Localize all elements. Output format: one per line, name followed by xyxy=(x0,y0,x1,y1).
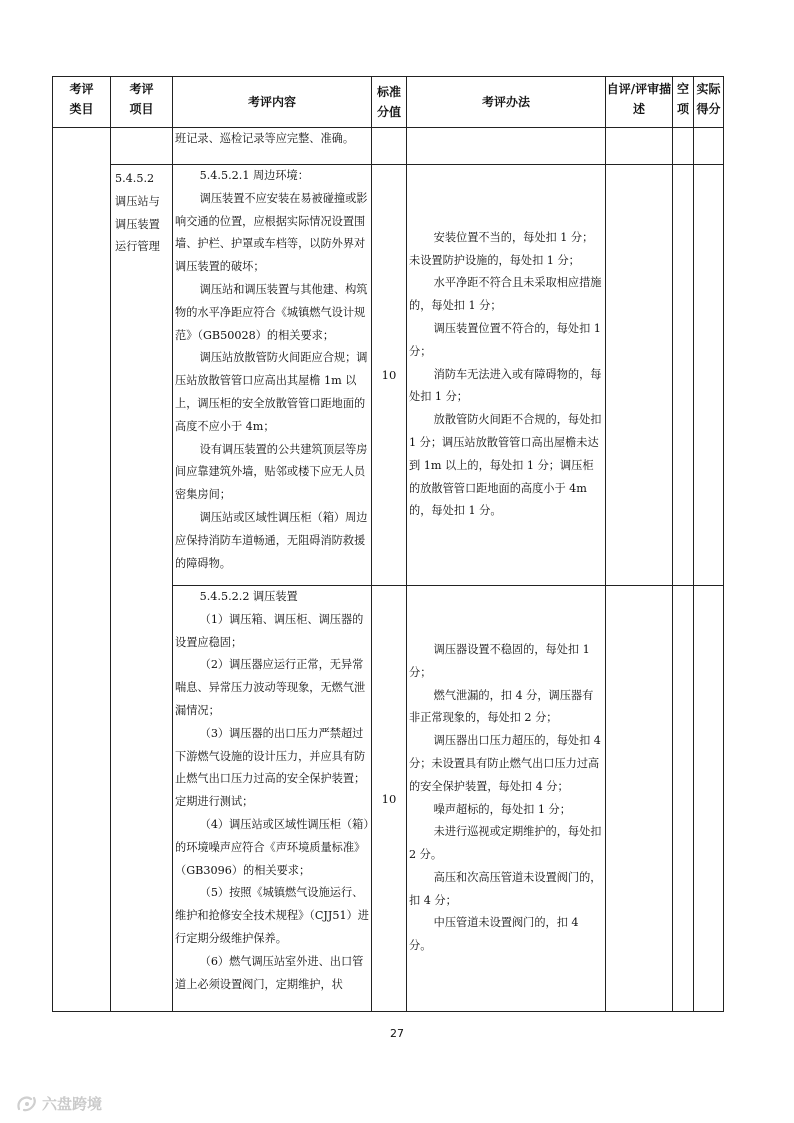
watermark-logo-icon xyxy=(16,1095,38,1113)
method-cell: 安装位置不当的，每处扣 1 分； 未设置防护设施的，每处扣 1 分； 水平净距不符合且未采取相应措施的，每处扣 1 分； 调压装置位置不符合的，每处扣 1 分； 消防车无法进入或有障碍物的，每处扣 1 分； 放散管防火间距不合规的，每处扣 1 分；调压站放散管管口高出屋檐未达到 1m 以上的，每处扣 1 分；调压柜的放散管管口距地面的高度小于 4m 的，每处扣 1 分。 xyxy=(407,165,606,586)
self-review-cell xyxy=(606,165,673,586)
table-row xyxy=(53,128,724,165)
evaluation-table xyxy=(52,76,724,1012)
blank-cell xyxy=(673,586,694,1012)
actual-score-cell xyxy=(694,128,724,165)
score-cell xyxy=(372,128,407,165)
method-cell: 调压器设置不稳固的，每处扣 1 分； 燃气泄漏的，扣 4 分，调压器有非正常现象的，每处扣 2 分； 调压器出口压力超压的，每处扣 4 分；未设置具有防止燃气出口压力过高的安全保护装置，每处扣 4 分； 噪声超标的，每处扣 1 分； 未进行巡视或定期维护的，每处扣 2 分。 高压和次高压管道未设置阀门的，扣 4 分； 中压管道未设置阀门的，扣 4 分。 xyxy=(407,586,606,1012)
score-cell: 10 xyxy=(372,165,407,586)
actual-score-cell xyxy=(694,165,724,586)
header-score: 标准 分值 xyxy=(372,77,407,128)
watermark-text: 六盘跨境 xyxy=(42,1095,103,1113)
item-cell xyxy=(111,128,173,165)
actual-score-cell xyxy=(694,586,724,1012)
blank-cell xyxy=(673,128,694,165)
header-actual-score: 实际 得分 xyxy=(694,77,724,128)
header-category: 考评 类目 xyxy=(53,77,111,128)
header-method: 考评办法 xyxy=(407,77,606,128)
header-content: 考评内容 xyxy=(173,77,372,128)
score-cell: 10 xyxy=(372,586,407,1012)
content-cell: 班记录、巡检记录等应完整、准确。 xyxy=(173,128,372,165)
header-item: 考评 项目 xyxy=(111,77,173,128)
category-cell xyxy=(53,128,111,1012)
content-cell: 5.4.5.2.2 调压装置 （1）调压箱、调压柜、调压器的设置应稳固； （2）调压器应运行正常，无异常喘息、异常压力波动等现象，无燃气泄漏情况； （3）调压器的出口压力严禁超过下游燃气设施的设计压力，并应具有防止燃气出口压力过高的安全保护装置；定期进行测试； （4）调压站或区域性调压柜（箱）的环境噪声应符合《声环境质量标准》（GB3096）的相关要求； （5）按照《城镇燃气设施运行、维护和抢修安全技术规程》（CJJ51）进行定期分级维护保养。 （6）燃气调压站室外进、出口管道上必须设置阀门，定期维护，状 xyxy=(173,586,372,1012)
self-review-cell xyxy=(606,128,673,165)
table-row xyxy=(53,165,724,586)
page-number: 27 xyxy=(390,1027,404,1040)
header-self-review: 自评/评审描 述 xyxy=(606,77,673,128)
table-header-row xyxy=(53,77,724,128)
header-blank: 空 项 xyxy=(673,77,694,128)
watermark xyxy=(16,1093,102,1114)
self-review-cell xyxy=(606,586,673,1012)
content-cell: 5.4.5.2.1 周边环境： 调压装置不应安装在易被碰撞或影响交通的位置，应根据实际情况设置围墙、护栏、护罩或车档等，以防外界对调压装置的破坏； 调压站和调压装置与其他建、构筑物的水平净距应符合《城镇燃气设计规范》（GB50028）的相关要求； 调压站放散管防火间距应合规；调压站放散管管口应高出其屋檐 1m 以上，调压柜的安全放散管管口距地面的高度不应小于 4m； 设有调压装置的公共建筑顶层等房间应靠建筑外墙，贴邻或楼下应无人员密集房间； 调压站或区域性调压柜（箱）周边应保持消防车道畅通，无阻碍消防救援的障碍物。 xyxy=(173,165,372,586)
blank-cell xyxy=(673,165,694,586)
item-cell: 5.4.5.2 调压站与 调压装置 运行管理 xyxy=(111,165,173,1012)
method-cell xyxy=(407,128,606,165)
